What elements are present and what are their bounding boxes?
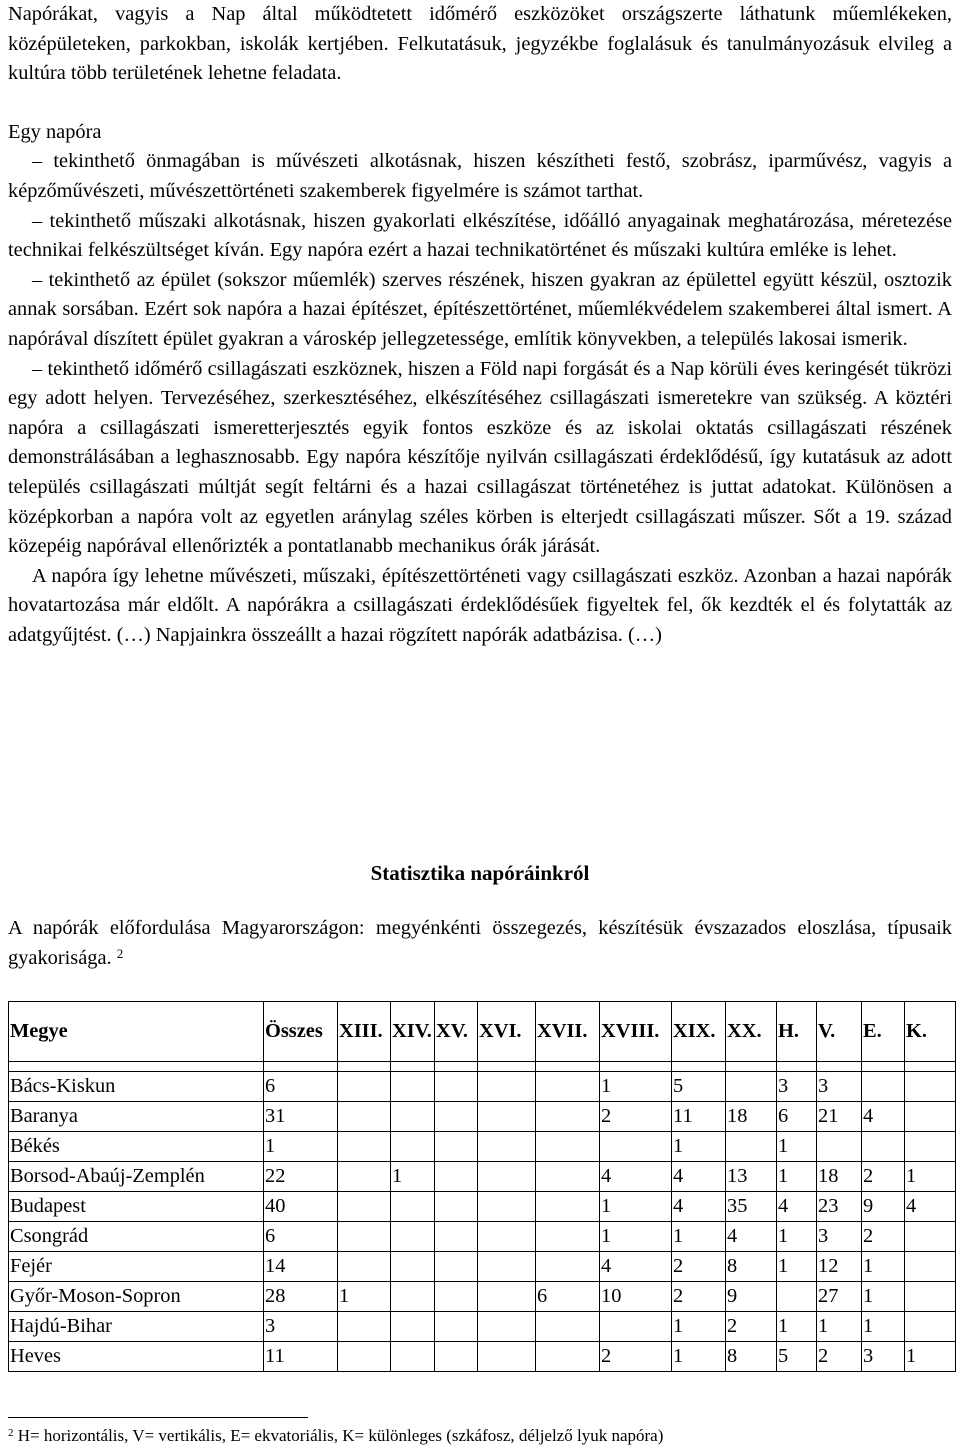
table-intro: [8, 913, 952, 973]
value-cell: 35: [726, 1192, 777, 1222]
value-cell: 1: [862, 1252, 905, 1282]
value-cell: [435, 1072, 478, 1102]
value-cell: [905, 1132, 956, 1162]
table-row: [9, 1222, 956, 1252]
value-cell: [478, 1162, 536, 1192]
table-row: [9, 1312, 956, 1342]
county-cell: Békés: [9, 1132, 264, 1162]
value-cell: [536, 1162, 600, 1192]
value-cell: 1: [905, 1162, 956, 1192]
value-cell: [536, 1102, 600, 1132]
value-cell: 4: [905, 1192, 956, 1222]
value-cell: [435, 1192, 478, 1222]
county-cell: Borsod-Abaúj-Zemplén: [9, 1162, 264, 1192]
table-row: [9, 1102, 956, 1132]
value-cell: [435, 1312, 478, 1342]
column-header: XIII.: [338, 1002, 391, 1062]
value-cell: 2: [862, 1222, 905, 1252]
column-header: XVI.: [478, 1002, 536, 1062]
table-row: [9, 1192, 956, 1222]
value-cell: [391, 1342, 435, 1372]
value-cell: 3: [264, 1312, 338, 1342]
value-cell: 4: [777, 1192, 817, 1222]
paragraph-gap: [8, 89, 952, 118]
value-cell: 5: [777, 1342, 817, 1372]
table-body: [9, 1062, 956, 1372]
value-cell: [862, 1132, 905, 1162]
table-row: [9, 1162, 956, 1192]
column-header: XVIII.: [600, 1002, 672, 1062]
column-header: V.: [817, 1002, 862, 1062]
paragraph-bullet-art: – tekinthető önmagában is művészeti alkotásnak, hiszen készítheti festő, szobrász, iparművész, vagyis a képzőművészeti, művészettörténeti szakemberek figyelmére is számot tarthat.: [8, 150, 952, 202]
value-cell: 10: [600, 1282, 672, 1312]
value-cell: [391, 1132, 435, 1162]
footnote-number: 2: [8, 1427, 14, 1439]
value-cell: 22: [264, 1162, 338, 1192]
value-cell: [478, 1222, 536, 1252]
value-cell: [338, 1342, 391, 1372]
body-text: [8, 0, 952, 650]
value-cell: 23: [817, 1192, 862, 1222]
value-cell: [478, 1102, 536, 1132]
value-cell: 4: [726, 1222, 777, 1252]
sundial-statistics-table: [8, 1001, 956, 1372]
value-cell: [435, 1222, 478, 1252]
table-row: [9, 1132, 956, 1162]
column-header: K.: [905, 1002, 956, 1062]
value-cell: [478, 1282, 536, 1312]
value-cell: [905, 1252, 956, 1282]
value-cell: [478, 1132, 536, 1162]
value-cell: [478, 1312, 536, 1342]
value-cell: 9: [862, 1192, 905, 1222]
value-cell: [905, 1222, 956, 1252]
table-row: [9, 1072, 956, 1102]
value-cell: [478, 1192, 536, 1222]
value-cell: 8: [726, 1342, 777, 1372]
value-cell: 3: [817, 1222, 862, 1252]
value-cell: 13: [726, 1162, 777, 1192]
value-cell: 5: [672, 1072, 726, 1102]
table-intro-text: A napórák előfordulása Magyarországon: megyénkénti összegezés, készítésük évszazados eloszlása, típusaik gyakorisága.: [8, 917, 952, 969]
value-cell: [338, 1072, 391, 1102]
value-cell: [817, 1132, 862, 1162]
county-cell: Hajdú-Bihar: [9, 1312, 264, 1342]
value-cell: [435, 1282, 478, 1312]
value-cell: 6: [777, 1102, 817, 1132]
value-cell: 27: [817, 1282, 862, 1312]
value-cell: [536, 1312, 600, 1342]
value-cell: 1: [600, 1072, 672, 1102]
value-cell: 1: [672, 1342, 726, 1372]
value-cell: [600, 1312, 672, 1342]
value-cell: [536, 1072, 600, 1102]
section-title: Statisztika napóráinkról: [370, 861, 590, 885]
value-cell: 6: [264, 1072, 338, 1102]
value-cell: [478, 1252, 536, 1282]
column-header: H.: [777, 1002, 817, 1062]
column-header: E.: [862, 1002, 905, 1062]
value-cell: 4: [600, 1252, 672, 1282]
value-cell: [435, 1252, 478, 1282]
value-cell: [905, 1282, 956, 1312]
value-cell: 11: [264, 1342, 338, 1372]
column-header: XV.: [435, 1002, 478, 1062]
value-cell: 1: [777, 1132, 817, 1162]
value-cell: 4: [600, 1162, 672, 1192]
value-cell: 18: [817, 1162, 862, 1192]
county-cell: Fejér: [9, 1252, 264, 1282]
value-cell: 18: [726, 1102, 777, 1132]
value-cell: 3: [862, 1342, 905, 1372]
value-cell: [338, 1132, 391, 1162]
value-cell: 2: [862, 1162, 905, 1192]
county-cell: Csongrád: [9, 1222, 264, 1252]
value-cell: [536, 1252, 600, 1282]
value-cell: [338, 1312, 391, 1342]
value-cell: [338, 1252, 391, 1282]
value-cell: 4: [862, 1102, 905, 1132]
value-cell: 1: [862, 1312, 905, 1342]
value-cell: 28: [264, 1282, 338, 1312]
document-page: [8, 0, 952, 1445]
column-header: XVII.: [536, 1002, 600, 1062]
value-cell: 12: [817, 1252, 862, 1282]
value-cell: [536, 1342, 600, 1372]
value-cell: 31: [264, 1102, 338, 1132]
county-cell: Bács-Kiskun: [9, 1072, 264, 1102]
value-cell: [536, 1132, 600, 1162]
value-cell: [600, 1132, 672, 1162]
value-cell: [435, 1162, 478, 1192]
value-cell: [338, 1222, 391, 1252]
value-cell: 1: [817, 1312, 862, 1342]
value-cell: [391, 1252, 435, 1282]
table-row: [9, 1282, 956, 1312]
value-cell: 21: [817, 1102, 862, 1132]
value-cell: 2: [672, 1252, 726, 1282]
paragraph-lead: Egy napóra: [8, 120, 102, 143]
value-cell: [338, 1162, 391, 1192]
value-cell: 2: [600, 1342, 672, 1372]
table-row: [9, 1252, 956, 1282]
value-cell: [391, 1072, 435, 1102]
value-cell: [905, 1102, 956, 1132]
paragraph-bullet-technical: – tekinthető műszaki alkotásnak, hiszen gyakorlati elkészítése, időálló anyagainak meghatározása, méretezése technikai felkészültséget kíván. Egy napóra ezért a hazai technikatörténet és műszaki kultúra emléke is lehet.: [8, 209, 952, 262]
value-cell: [905, 1312, 956, 1342]
value-cell: [435, 1102, 478, 1132]
value-cell: 1: [391, 1162, 435, 1192]
value-cell: [726, 1072, 777, 1102]
value-cell: [777, 1282, 817, 1312]
column-header: Összes: [264, 1002, 338, 1062]
value-cell: 4: [672, 1192, 726, 1222]
value-cell: 1: [862, 1282, 905, 1312]
value-cell: 1: [672, 1222, 726, 1252]
table-row: [9, 1342, 956, 1372]
value-cell: 1: [777, 1312, 817, 1342]
table-spacer-row: [9, 1062, 956, 1072]
paragraph-intro: Napórákat, vagyis a Nap által működtetett időmérő eszközöket országszerte láthatunk műemlékeken, középületeken, parkokban, iskolák kertjében. Felkutatásuk, jegyzékbe foglalásuk és tanulmányozásuk elvileg a kultúra több területének lehetne feladata.: [8, 3, 952, 85]
value-cell: 1: [600, 1222, 672, 1252]
value-cell: 4: [672, 1162, 726, 1192]
paragraph-bullet-astronomy: – tekinthető időmérő csillagászati eszköznek, hiszen a Föld napi forgását és a Nap körüli éves keringését tükrözi egy adott helyen. Tervezéséhez, szerkesztéséhez, elkészítéséhez csillagászati ismeretekre van szükség. A köztéri napóra a csillagászati ismeretterjesztés egyik fontos eszköze és az iskolai oktatás csillagászati részének demonstrálásában a leghasznosabb. Egy napóra készítője nyilván csillagászati érdeklődésű, így kutatásuk az adott település csillagászati múltját segít feltárni és a hazai csillagászat történetéhez is juttat adatokat. Különösen a középkorban a napóra volt az egyetlen aránylag széles körben is elterjedt csillagászati műszer. Sőt a 19. század közepéig napórával ellenőrizték a pontatlanabb mechanikus órák járását.: [8, 357, 952, 558]
value-cell: 14: [264, 1252, 338, 1282]
table-header-row: [9, 1002, 956, 1062]
county-cell: Baranya: [9, 1102, 264, 1132]
column-header: XX.: [726, 1002, 777, 1062]
column-header: Megye: [9, 1002, 264, 1062]
value-cell: [391, 1192, 435, 1222]
value-cell: 1: [600, 1192, 672, 1222]
value-cell: [478, 1342, 536, 1372]
value-cell: [338, 1102, 391, 1132]
column-header: XIV.: [391, 1002, 435, 1062]
value-cell: 1: [777, 1222, 817, 1252]
value-cell: 6: [536, 1282, 600, 1312]
value-cell: [338, 1192, 391, 1222]
value-cell: [905, 1072, 956, 1102]
value-cell: 8: [726, 1252, 777, 1282]
value-cell: 9: [726, 1282, 777, 1312]
value-cell: [435, 1132, 478, 1162]
footnote-text: H= horizontális, V= vertikális, E= ekvatoriális, K= különleges (szkáfosz, déljelző lyuk napóra): [13, 1426, 664, 1445]
value-cell: [435, 1342, 478, 1372]
value-cell: 1: [264, 1132, 338, 1162]
footnote: [8, 1425, 663, 1447]
footnote-ref: 2: [116, 946, 124, 961]
paragraph-bullet-building: – tekinthető az épület (sokszor műemlék) szerves részének, hiszen gyakran az épülettel együtt készül, osztozik annak sorsában. Ezért sok napóra a hazai építészet, építészettörténet, műemlékvédelem szakemberei által ismert. A napórával díszített épület gyakran a városkép jellegzetessége, említik könyvekben, a település lakosai ismerik.: [8, 268, 952, 350]
county-cell: Győr-Moson-Sopron: [9, 1282, 264, 1312]
value-cell: [478, 1072, 536, 1102]
column-header: XIX.: [672, 1002, 726, 1062]
value-cell: 11: [672, 1102, 726, 1132]
value-cell: [536, 1222, 600, 1252]
value-cell: 1: [672, 1132, 726, 1162]
value-cell: 3: [777, 1072, 817, 1102]
value-cell: [391, 1312, 435, 1342]
value-cell: [536, 1192, 600, 1222]
value-cell: 1: [777, 1252, 817, 1282]
value-cell: 2: [817, 1342, 862, 1372]
value-cell: 40: [264, 1192, 338, 1222]
value-cell: 2: [600, 1102, 672, 1132]
value-cell: 2: [672, 1282, 726, 1312]
value-cell: [391, 1222, 435, 1252]
value-cell: 2: [726, 1312, 777, 1342]
value-cell: 1: [777, 1162, 817, 1192]
county-cell: Budapest: [9, 1192, 264, 1222]
value-cell: 1: [672, 1312, 726, 1342]
table-header: [9, 1002, 956, 1062]
footnote-divider: [8, 1417, 308, 1418]
county-cell: Heves: [9, 1342, 264, 1372]
value-cell: 3: [817, 1072, 862, 1102]
value-cell: [726, 1132, 777, 1162]
value-cell: 1: [905, 1342, 956, 1372]
value-cell: 6: [264, 1222, 338, 1252]
value-cell: [391, 1282, 435, 1312]
value-cell: 1: [338, 1282, 391, 1312]
value-cell: [391, 1102, 435, 1132]
paragraph-conclusion: A napóra így lehetne művészeti, műszaki, építészettörténeti vagy csillagászati eszköz. Azonban a hazai napórák hovatartozása már eldőlt. A napórákra a csillagászati érdeklődésűek figyeltek fel, ők kezdték el és folytatták az adatgyűjtést. (…) Napjainkra összeállt a hazai rögzített napórák adatbázisa. (…): [8, 564, 952, 646]
value-cell: [862, 1072, 905, 1102]
